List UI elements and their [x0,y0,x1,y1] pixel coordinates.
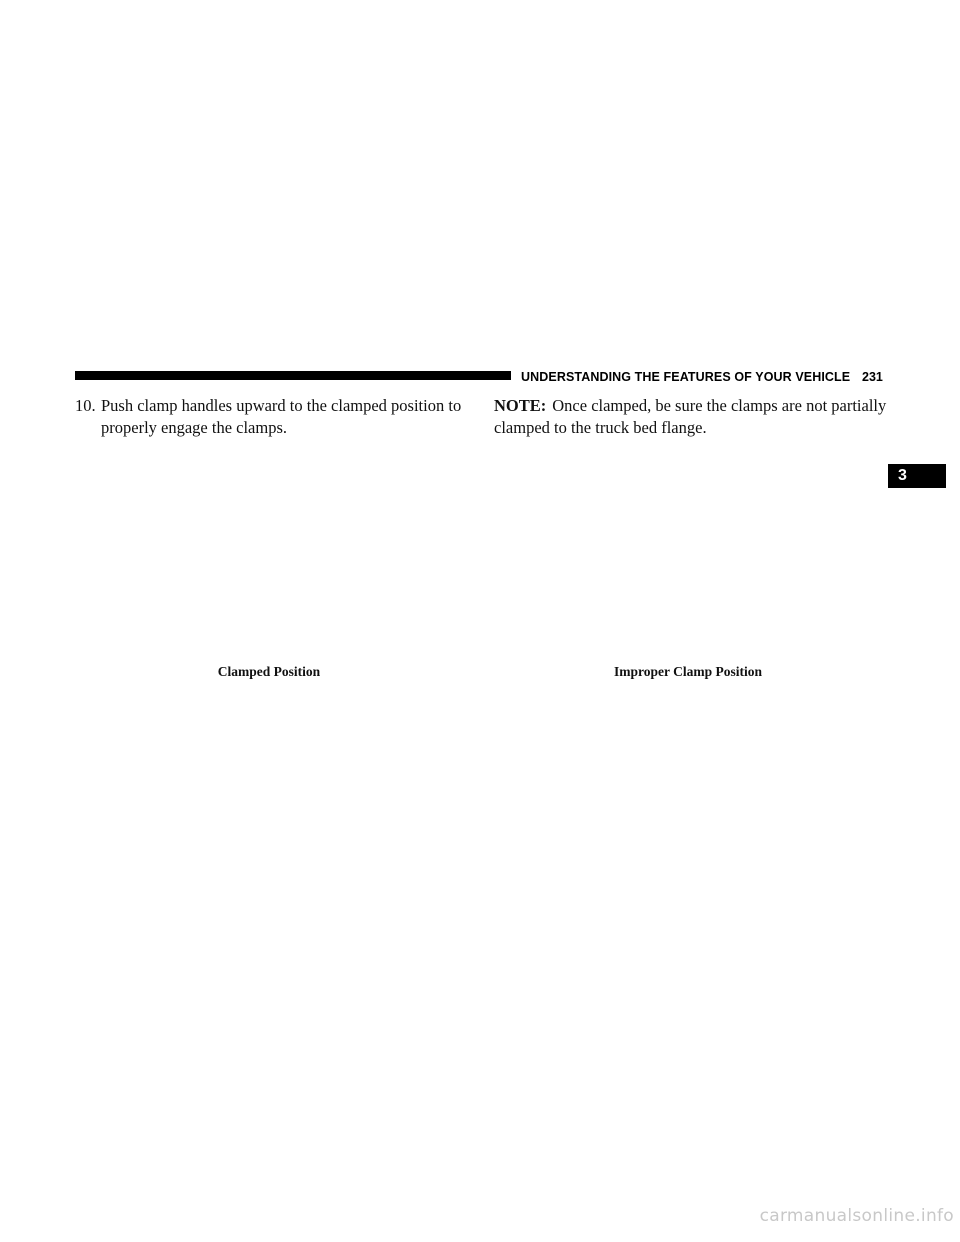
header-rule [75,371,511,380]
step-line-1: Push clamp handles upward to the clamped position to [101,396,462,415]
note-label: NOTE: [494,396,547,415]
header-section-title: UNDERSTANDING THE FEATURES OF YOUR VEHICLE [521,370,851,384]
page-number: 231 [862,370,883,384]
figure-caption-improper: Improper Clamp Position [613,664,762,679]
figure-caption-clamped: Clamped Position [217,664,321,679]
step-body [101,395,481,439]
step-number: 10. [75,396,96,415]
note-paragraph [494,395,894,439]
note-body: Once clamped, be sure the clamps are not partially clamped to the truck bed flange. [494,396,887,437]
watermark: carmanualsonline.info [759,1206,954,1226]
chapter-number: 3 [898,467,907,484]
chapter-tab [888,464,946,488]
step-line-2: properly engage the clamps. [101,418,288,437]
